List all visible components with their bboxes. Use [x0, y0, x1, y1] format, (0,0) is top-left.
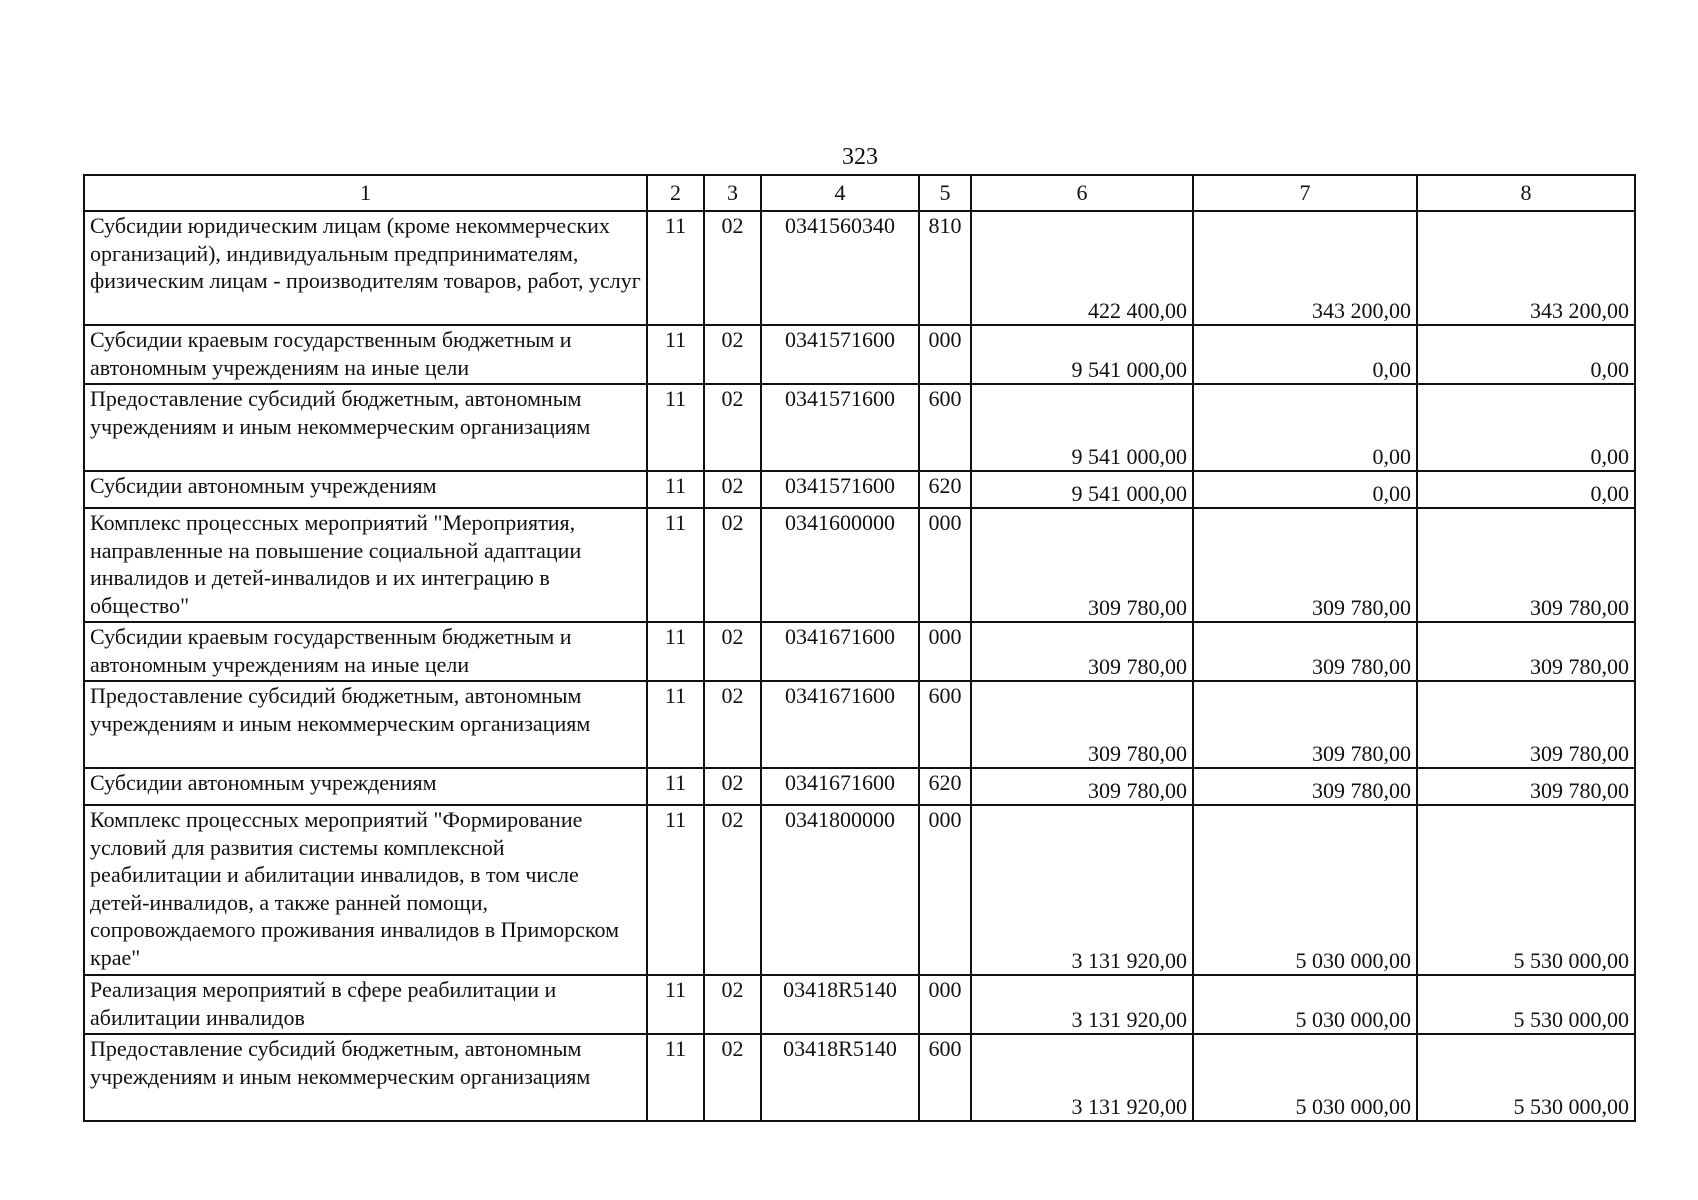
row-code-4: 0341571600: [761, 384, 919, 471]
row-amount-7: 309 780,00: [1193, 622, 1417, 681]
row-code-2: 11: [647, 622, 704, 681]
row-code-2: 11: [647, 325, 704, 384]
budget-table: [83, 174, 1636, 1122]
row-code-4: 03418R5140: [761, 1034, 919, 1121]
row-code-2: 11: [647, 471, 704, 508]
row-code-2: 11: [647, 384, 704, 471]
column-header: 3: [704, 175, 761, 211]
row-code-4: 0341571600: [761, 325, 919, 384]
row-name: Субсидии автономным учреждениям: [84, 471, 647, 508]
table-row: [84, 622, 1635, 681]
column-header: 1: [84, 175, 647, 211]
row-code-5: 000: [919, 805, 971, 975]
row-code-3: 02: [704, 384, 761, 471]
row-code-5: 810: [919, 211, 971, 325]
row-amount-8: 309 780,00: [1417, 681, 1635, 768]
table-row: [84, 975, 1635, 1034]
row-name: Субсидии краевым государственным бюджетным и автономным учреждениям на иные цели: [84, 622, 647, 681]
row-code-3: 02: [704, 681, 761, 768]
row-code-2: 11: [647, 508, 704, 622]
table-row: [84, 508, 1635, 622]
row-amount-8: 5 530 000,00: [1417, 975, 1635, 1034]
row-amount-8: 5 530 000,00: [1417, 805, 1635, 975]
row-amount-6: 9 541 000,00: [971, 471, 1193, 508]
row-code-4: 0341560340: [761, 211, 919, 325]
table-row: [84, 325, 1635, 384]
row-name: Комплекс процессных мероприятий "Формирование условий для развития системы комплексной реабилитации и абилитации инвалидов, в том числе детей-инвалидов, а также ранней помощи, сопровождаемого проживания инвалидов в Приморском крае": [84, 805, 647, 975]
row-code-4: 0341571600: [761, 471, 919, 508]
row-amount-7: 309 780,00: [1193, 508, 1417, 622]
row-amount-8: 5 530 000,00: [1417, 1034, 1635, 1121]
row-code-3: 02: [704, 622, 761, 681]
row-name: Субсидии юридическим лицам (кроме некоммерческих организаций), индивидуальным предпринимателям, физическим лицам - производителям товаров, работ, услуг: [84, 211, 647, 325]
row-amount-6: 3 131 920,00: [971, 975, 1193, 1034]
row-amount-8: 309 780,00: [1417, 622, 1635, 681]
row-code-3: 02: [704, 211, 761, 325]
row-name: Предоставление субсидий бюджетным, автономным учреждениям и иным некоммерческим организациям: [84, 681, 647, 768]
row-name: Субсидии краевым государственным бюджетным и автономным учреждениям на иные цели: [84, 325, 647, 384]
row-code-4: 0341671600: [761, 768, 919, 805]
row-amount-7: 309 780,00: [1193, 681, 1417, 768]
row-code-3: 02: [704, 508, 761, 622]
row-amount-7: 5 030 000,00: [1193, 975, 1417, 1034]
row-amount-8: 0,00: [1417, 325, 1635, 384]
row-code-5: 000: [919, 508, 971, 622]
table-header-row: [84, 175, 1635, 211]
row-code-2: 11: [647, 681, 704, 768]
row-amount-6: 3 131 920,00: [971, 1034, 1193, 1121]
row-amount-6: 309 780,00: [971, 768, 1193, 805]
column-header: 4: [761, 175, 919, 211]
column-header: 5: [919, 175, 971, 211]
row-amount-8: 0,00: [1417, 471, 1635, 508]
row-code-3: 02: [704, 471, 761, 508]
row-amount-7: 309 780,00: [1193, 768, 1417, 805]
row-code-3: 02: [704, 1034, 761, 1121]
row-amount-6: 422 400,00: [971, 211, 1193, 325]
table-row: [84, 471, 1635, 508]
row-code-5: 620: [919, 768, 971, 805]
column-header: 6: [971, 175, 1193, 211]
row-amount-7: 5 030 000,00: [1193, 1034, 1417, 1121]
row-code-3: 02: [704, 805, 761, 975]
column-header: 2: [647, 175, 704, 211]
table-row: [84, 768, 1635, 805]
column-header: 8: [1417, 175, 1635, 211]
row-amount-8: 309 780,00: [1417, 508, 1635, 622]
row-code-3: 02: [704, 768, 761, 805]
row-amount-7: 0,00: [1193, 325, 1417, 384]
table-row: [84, 805, 1635, 975]
row-code-4: 0341671600: [761, 681, 919, 768]
page-number: 323: [842, 144, 878, 170]
table-row: [84, 681, 1635, 768]
row-code-2: 11: [647, 975, 704, 1034]
row-name: Субсидии автономным учреждениям: [84, 768, 647, 805]
row-amount-6: 309 780,00: [971, 681, 1193, 768]
row-amount-8: 0,00: [1417, 384, 1635, 471]
row-code-4: 0341600000: [761, 508, 919, 622]
row-code-5: 600: [919, 384, 971, 471]
row-amount-7: 0,00: [1193, 471, 1417, 508]
row-name: Реализация мероприятий в сфере реабилитации и абилитации инвалидов: [84, 975, 647, 1034]
row-code-2: 11: [647, 211, 704, 325]
row-code-5: 000: [919, 325, 971, 384]
row-code-5: 620: [919, 471, 971, 508]
row-amount-6: 9 541 000,00: [971, 384, 1193, 471]
row-amount-7: 5 030 000,00: [1193, 805, 1417, 975]
row-code-5: 000: [919, 622, 971, 681]
row-name: Комплекс процессных мероприятий "Мероприятия, направленные на повышение социальной адаптации инвалидов и детей-инвалидов и их интеграцию в общество": [84, 508, 647, 622]
row-code-2: 11: [647, 805, 704, 975]
row-code-5: 600: [919, 681, 971, 768]
row-code-2: 11: [647, 1034, 704, 1121]
row-code-4: 03418R5140: [761, 975, 919, 1034]
row-code-2: 11: [647, 768, 704, 805]
row-amount-6: 309 780,00: [971, 622, 1193, 681]
column-header: 7: [1193, 175, 1417, 211]
row-amount-7: 343 200,00: [1193, 211, 1417, 325]
row-amount-6: 3 131 920,00: [971, 805, 1193, 975]
row-name: Предоставление субсидий бюджетным, автономным учреждениям и иным некоммерческим организациям: [84, 1034, 647, 1121]
row-code-5: 600: [919, 1034, 971, 1121]
row-code-4: 0341800000: [761, 805, 919, 975]
row-code-5: 000: [919, 975, 971, 1034]
row-code-3: 02: [704, 975, 761, 1034]
row-amount-8: 309 780,00: [1417, 768, 1635, 805]
row-amount-7: 0,00: [1193, 384, 1417, 471]
table-row: [84, 1034, 1635, 1121]
row-code-4: 0341671600: [761, 622, 919, 681]
row-name: Предоставление субсидий бюджетным, автономным учреждениям и иным некоммерческим организациям: [84, 384, 647, 471]
row-amount-6: 309 780,00: [971, 508, 1193, 622]
row-amount-6: 9 541 000,00: [971, 325, 1193, 384]
row-amount-8: 343 200,00: [1417, 211, 1635, 325]
table-row: [84, 211, 1635, 325]
table-row: [84, 384, 1635, 471]
row-code-3: 02: [704, 325, 761, 384]
